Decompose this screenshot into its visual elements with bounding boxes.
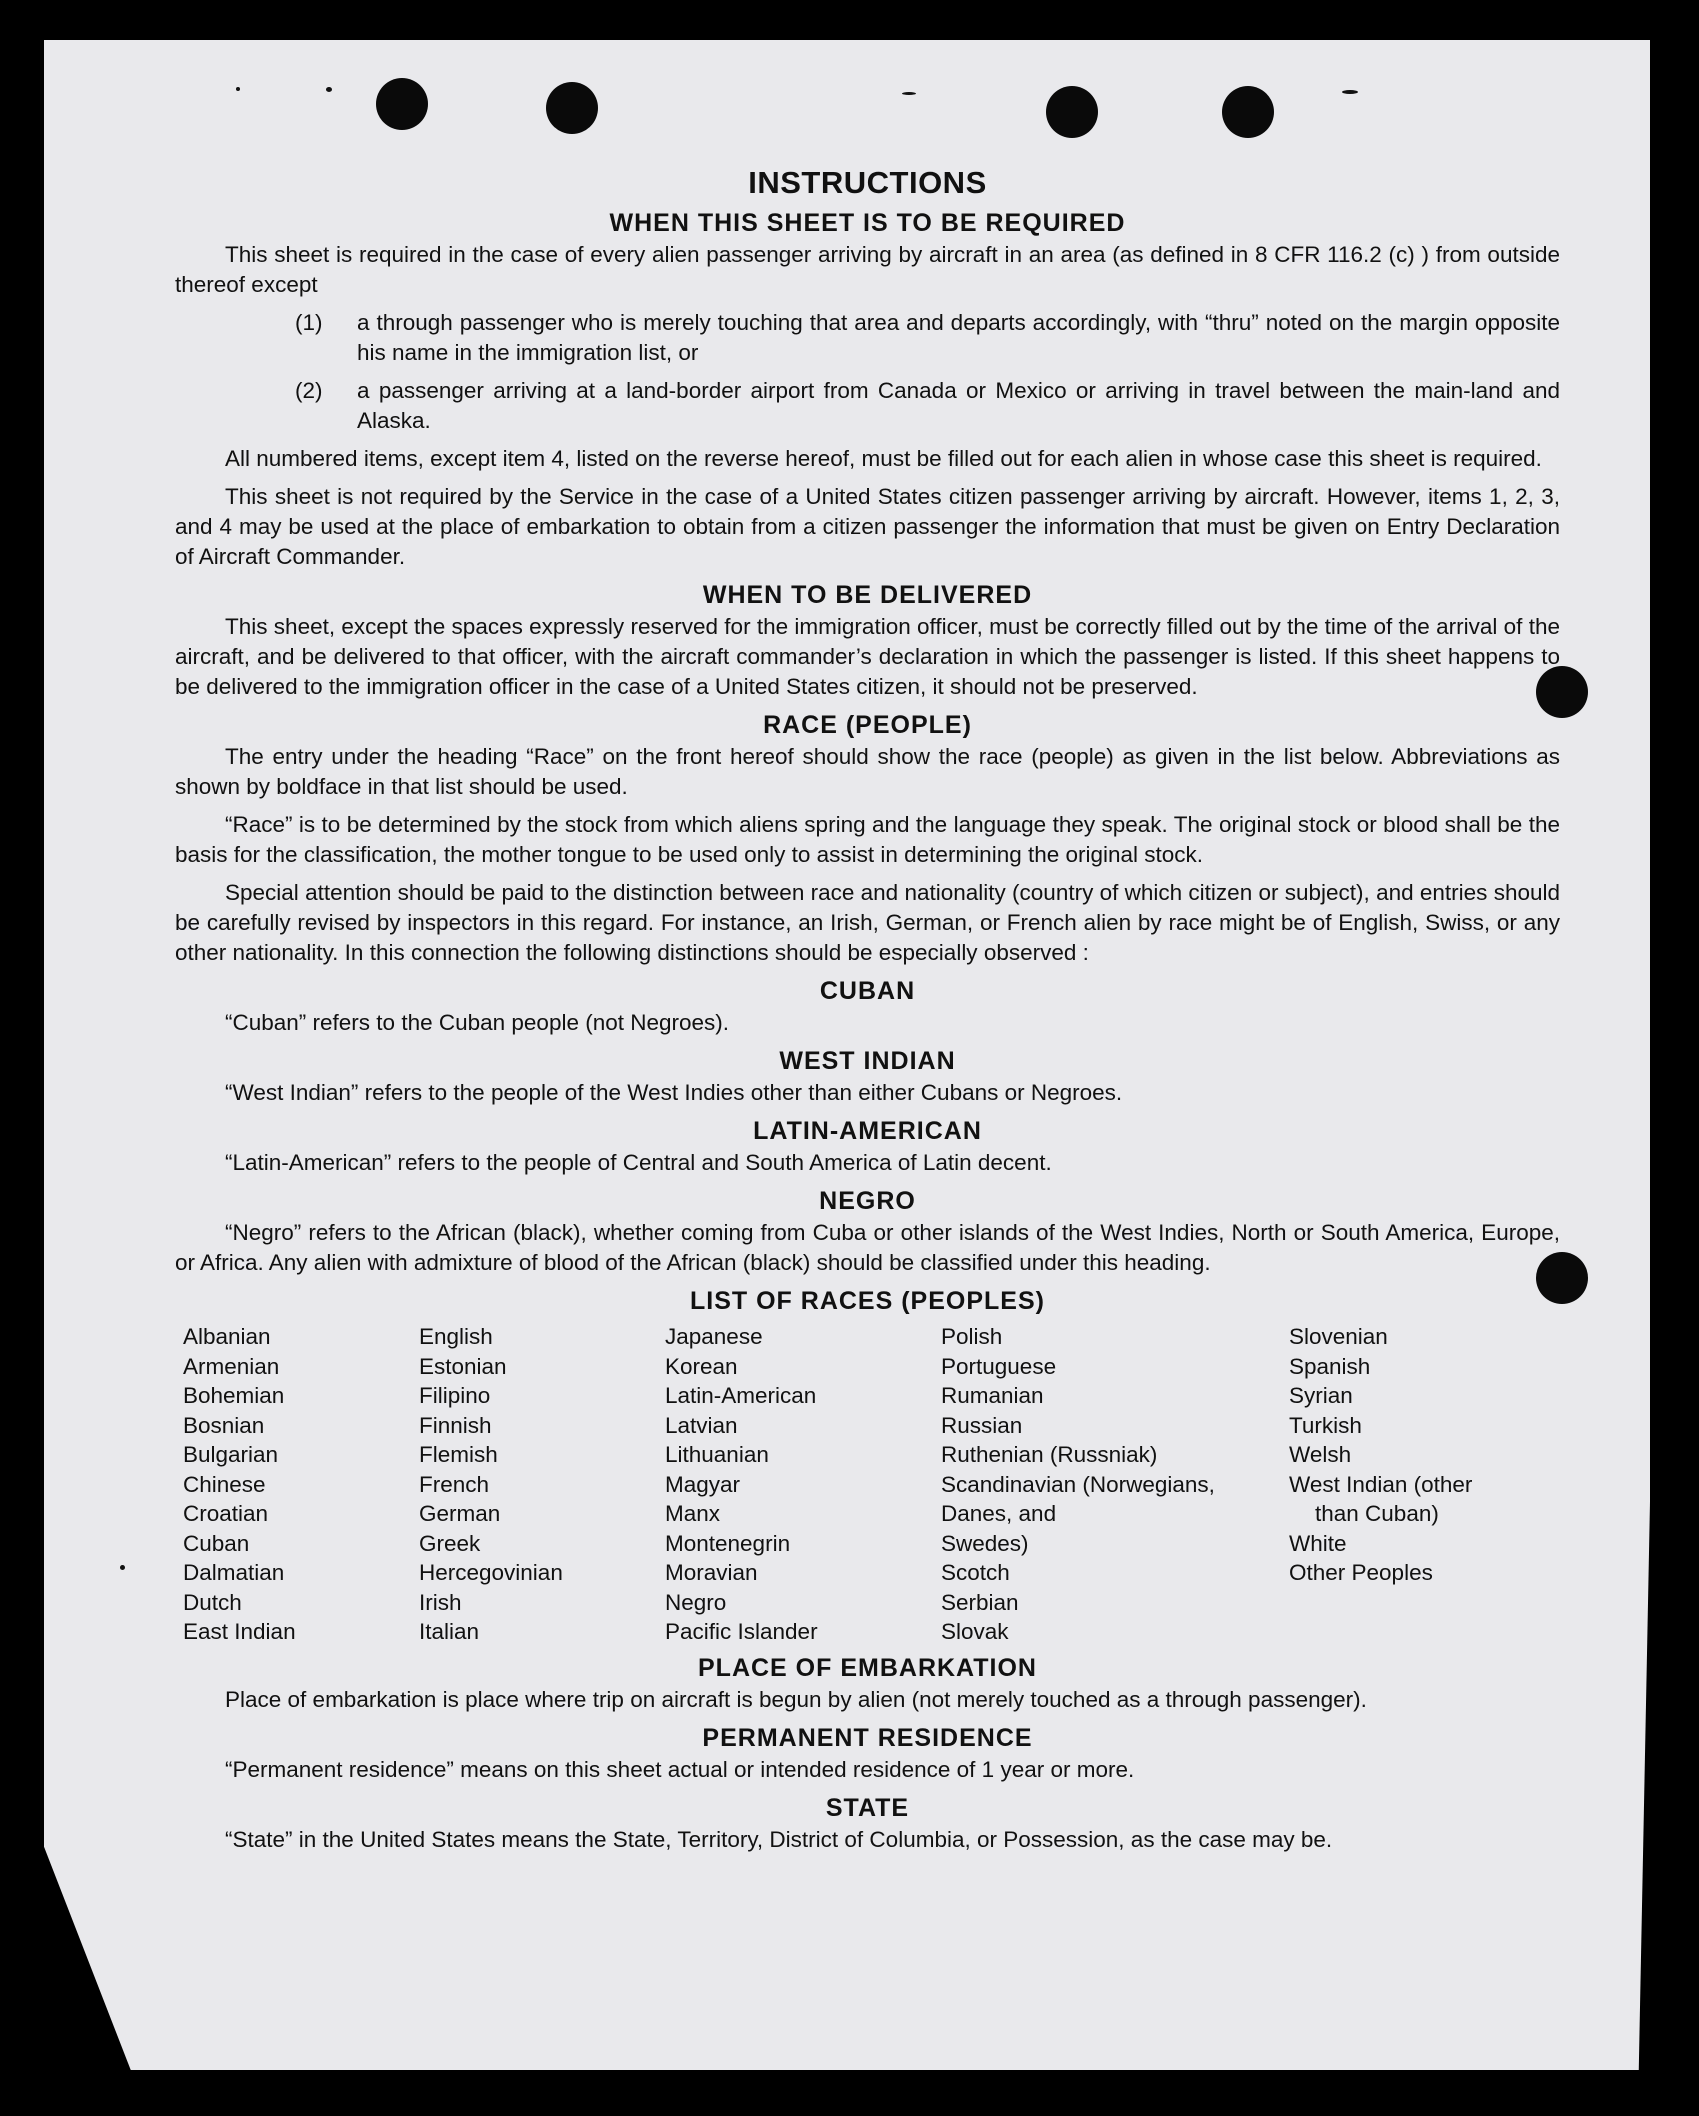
race-entry: Other Peoples bbox=[1289, 1560, 1433, 1585]
heading-when-required: WHEN THIS SHEET IS TO BE REQUIRED bbox=[609, 209, 1126, 237]
race-entry: Korean bbox=[665, 1353, 738, 1379]
race-entry: Syrian bbox=[1289, 1383, 1353, 1408]
heading-cuban: CUBAN bbox=[819, 977, 916, 1005]
instructions-body bbox=[175, 165, 1560, 1863]
exception-item bbox=[175, 308, 1560, 368]
paragraph: “Negro” refers to the African (black), whether coming from Cuba or other islands of the West Indies, North or South America, Europe, or Africa. Any alien with admixture of blood of the African (black) should be classified under this heading. bbox=[175, 1220, 1560, 1275]
race-entry: Spanish bbox=[1289, 1353, 1371, 1379]
heading-west-indian: WEST INDIAN bbox=[779, 1047, 956, 1075]
heading-state: STATE bbox=[825, 1793, 910, 1822]
race-entry: Chinese bbox=[183, 1471, 266, 1497]
paragraph: This sheet is required in the case of every alien passenger arriving by aircraft in an area (as defined in 8 CFR 116.2 (c) ) from outside thereof except bbox=[175, 242, 1560, 297]
paragraph: “State” in the United States means the State, Territory, District of Columbia, or Possession, as the case may be. bbox=[225, 1826, 1333, 1852]
race-entry: Swedes) bbox=[941, 1530, 1029, 1556]
race-entry: Turkish bbox=[1289, 1412, 1362, 1438]
race-entry: Croatian bbox=[183, 1501, 269, 1526]
race-entry: than Cuban) bbox=[1315, 1501, 1439, 1526]
races-list bbox=[183, 1322, 1560, 1647]
heading-negro: NEGRO bbox=[819, 1187, 916, 1215]
race-entry: Ruthenian (Russniak) bbox=[941, 1442, 1158, 1467]
paragraph: “Cuban” refers to the Cuban people (not Negroes). bbox=[225, 1010, 730, 1035]
punch-hole bbox=[546, 82, 598, 134]
race-entry: Montenegrin bbox=[665, 1530, 791, 1556]
race-entry: Slovak bbox=[941, 1619, 1009, 1644]
race-entry: Dalmatian bbox=[183, 1560, 285, 1585]
race-entry: Hercegovinian bbox=[419, 1560, 563, 1585]
race-entry: Bulgarian bbox=[183, 1442, 279, 1467]
race-entry: Irish bbox=[419, 1589, 462, 1615]
race-entry: East Indian bbox=[183, 1619, 296, 1644]
paragraph: “Permanent residence” means on this sheet actual or intended residence of 1 year or more. bbox=[225, 1756, 1135, 1782]
race-entry: Italian bbox=[419, 1619, 480, 1644]
race-entry: Negro bbox=[665, 1589, 727, 1615]
race-entry: Cuban bbox=[183, 1530, 250, 1556]
race-entry: Magyar bbox=[665, 1471, 741, 1497]
race-entry: Albanian bbox=[183, 1324, 271, 1349]
race-entry: Dutch bbox=[183, 1589, 242, 1615]
race-entry: Latvian bbox=[665, 1412, 738, 1438]
race-entry: Rumanian bbox=[941, 1383, 1044, 1408]
exception-number: (2) bbox=[295, 378, 323, 403]
exception-item bbox=[175, 376, 1560, 436]
heading-when-delivered: WHEN TO BE DELIVERED bbox=[702, 581, 1033, 609]
race-entry: West Indian (other bbox=[1289, 1471, 1473, 1497]
paragraph: The entry under the heading “Race” on the front hereof should show the race (people) as given in the list below. Abbreviations as shown by boldface in that list should be used. bbox=[175, 744, 1560, 799]
race-entry: Polish bbox=[941, 1324, 1003, 1349]
punch-hole bbox=[376, 78, 428, 130]
page-title: INSTRUCTIONS bbox=[748, 165, 987, 200]
race-entry: Russian bbox=[941, 1412, 1023, 1438]
races-column bbox=[419, 1322, 665, 1647]
punch-hole bbox=[1222, 86, 1274, 138]
race-entry: Filipino bbox=[419, 1383, 491, 1408]
race-entry: Scotch bbox=[941, 1560, 1010, 1585]
speck bbox=[326, 87, 332, 92]
paragraph: This sheet is not required by the Service in the case of a United States citizen passenger arriving by aircraft. However, items 1, 2, 3, and 4 may be used at the place of embarkation to obtain from a citizen passenger the information that must be given on Entry Declaration of Aircraft Commander. bbox=[175, 484, 1560, 569]
paragraph: Special attention should be paid to the distinction between race and nationality (country of which citizen or subject), and entries should be carefully revised by inspectors in this regard. For instance, an Irish, German, or French alien by race might be of English, Swiss, or any other nationality. In this connection the following distinctions should be especially observed : bbox=[175, 880, 1560, 965]
paragraph: Place of embarkation is place where trip on aircraft is begun by alien (not merely touched as a through passenger). bbox=[225, 1686, 1367, 1712]
races-column bbox=[1289, 1322, 1549, 1647]
races-column bbox=[183, 1322, 419, 1647]
race-entry: Estonian bbox=[419, 1353, 507, 1379]
race-entry: French bbox=[419, 1471, 490, 1497]
race-entry: Moravian bbox=[665, 1560, 758, 1585]
race-entry: Slovenian bbox=[1289, 1324, 1388, 1349]
race-entry: Danes, and bbox=[941, 1501, 1057, 1526]
paragraph: “West Indian” refers to the people of the West Indies other than either Cubans or Negroes. bbox=[225, 1080, 1123, 1105]
paragraph: This sheet, except the spaces expressly reserved for the immigration officer, must be correctly filled out by the time of the arrival of the aircraft, and be delivered to that officer, with the aircraft commander’s declaration in which the passenger is listed. If this sheet happens to be delivered to the immigration officer in the case of a United States citizen, it should not be preserved. bbox=[175, 614, 1560, 699]
heading-race: RACE (PEOPLE) bbox=[763, 711, 972, 739]
race-entry: Bohemian bbox=[183, 1383, 285, 1408]
heading-permanent-residence: PERMANENT RESIDENCE bbox=[702, 1723, 1033, 1752]
race-entry: Manx bbox=[665, 1501, 721, 1526]
exception-text: a passenger arriving at a land-border airport from Canada or Mexico or arriving in travel between the main-land and Alaska. bbox=[357, 378, 1560, 433]
race-entry: Greek bbox=[419, 1530, 481, 1556]
paragraph: “Race” is to be determined by the stock from which aliens spring and the language they speak. The original stock or blood shall be the basis for the classification, the mother tongue to be used only to assist in determining the original stock. bbox=[175, 812, 1560, 867]
race-entry: Flemish bbox=[419, 1442, 498, 1467]
paragraph: “Latin-American” refers to the people of Central and South America of Latin decent. bbox=[225, 1150, 1052, 1175]
races-column bbox=[665, 1322, 941, 1647]
race-entry: Welsh bbox=[1289, 1442, 1352, 1467]
race-entry: Scandinavian (Norwegians, bbox=[941, 1471, 1215, 1497]
heading-embarkation: PLACE OF EMBARKATION bbox=[698, 1653, 1037, 1682]
races-column bbox=[941, 1322, 1289, 1647]
race-entry: Japanese bbox=[665, 1324, 763, 1349]
speck bbox=[120, 1565, 125, 1570]
heading-latin-american: LATIN-AMERICAN bbox=[753, 1117, 982, 1145]
race-entry: Finnish bbox=[419, 1412, 492, 1438]
race-entry: Bosnian bbox=[183, 1412, 265, 1438]
race-entry: White bbox=[1289, 1530, 1347, 1556]
exception-number: (1) bbox=[295, 310, 323, 335]
speck bbox=[236, 87, 240, 91]
race-entry: German bbox=[419, 1501, 501, 1526]
paragraph: All numbered items, except item 4, listed on the reverse hereof, must be filled out for each alien in whose case this sheet is required. bbox=[225, 446, 1542, 471]
race-entry: Portuguese bbox=[941, 1353, 1057, 1379]
race-entry: Lithuanian bbox=[665, 1442, 769, 1467]
race-entry: Armenian bbox=[183, 1353, 280, 1379]
heading-list-of-races: LIST OF RACES (PEOPLES) bbox=[690, 1287, 1045, 1315]
race-entry: Serbian bbox=[941, 1589, 1019, 1615]
race-entry: Latin-American bbox=[665, 1383, 817, 1408]
speck bbox=[902, 92, 916, 95]
speck bbox=[1342, 90, 1358, 94]
punch-hole bbox=[1046, 86, 1098, 138]
race-entry: English bbox=[419, 1324, 493, 1349]
race-entry: Pacific Islander bbox=[665, 1619, 818, 1644]
exception-text: a through passenger who is merely touching that area and departs accordingly, with “thru” noted on the margin opposite his name in the immigration list, or bbox=[357, 310, 1560, 365]
